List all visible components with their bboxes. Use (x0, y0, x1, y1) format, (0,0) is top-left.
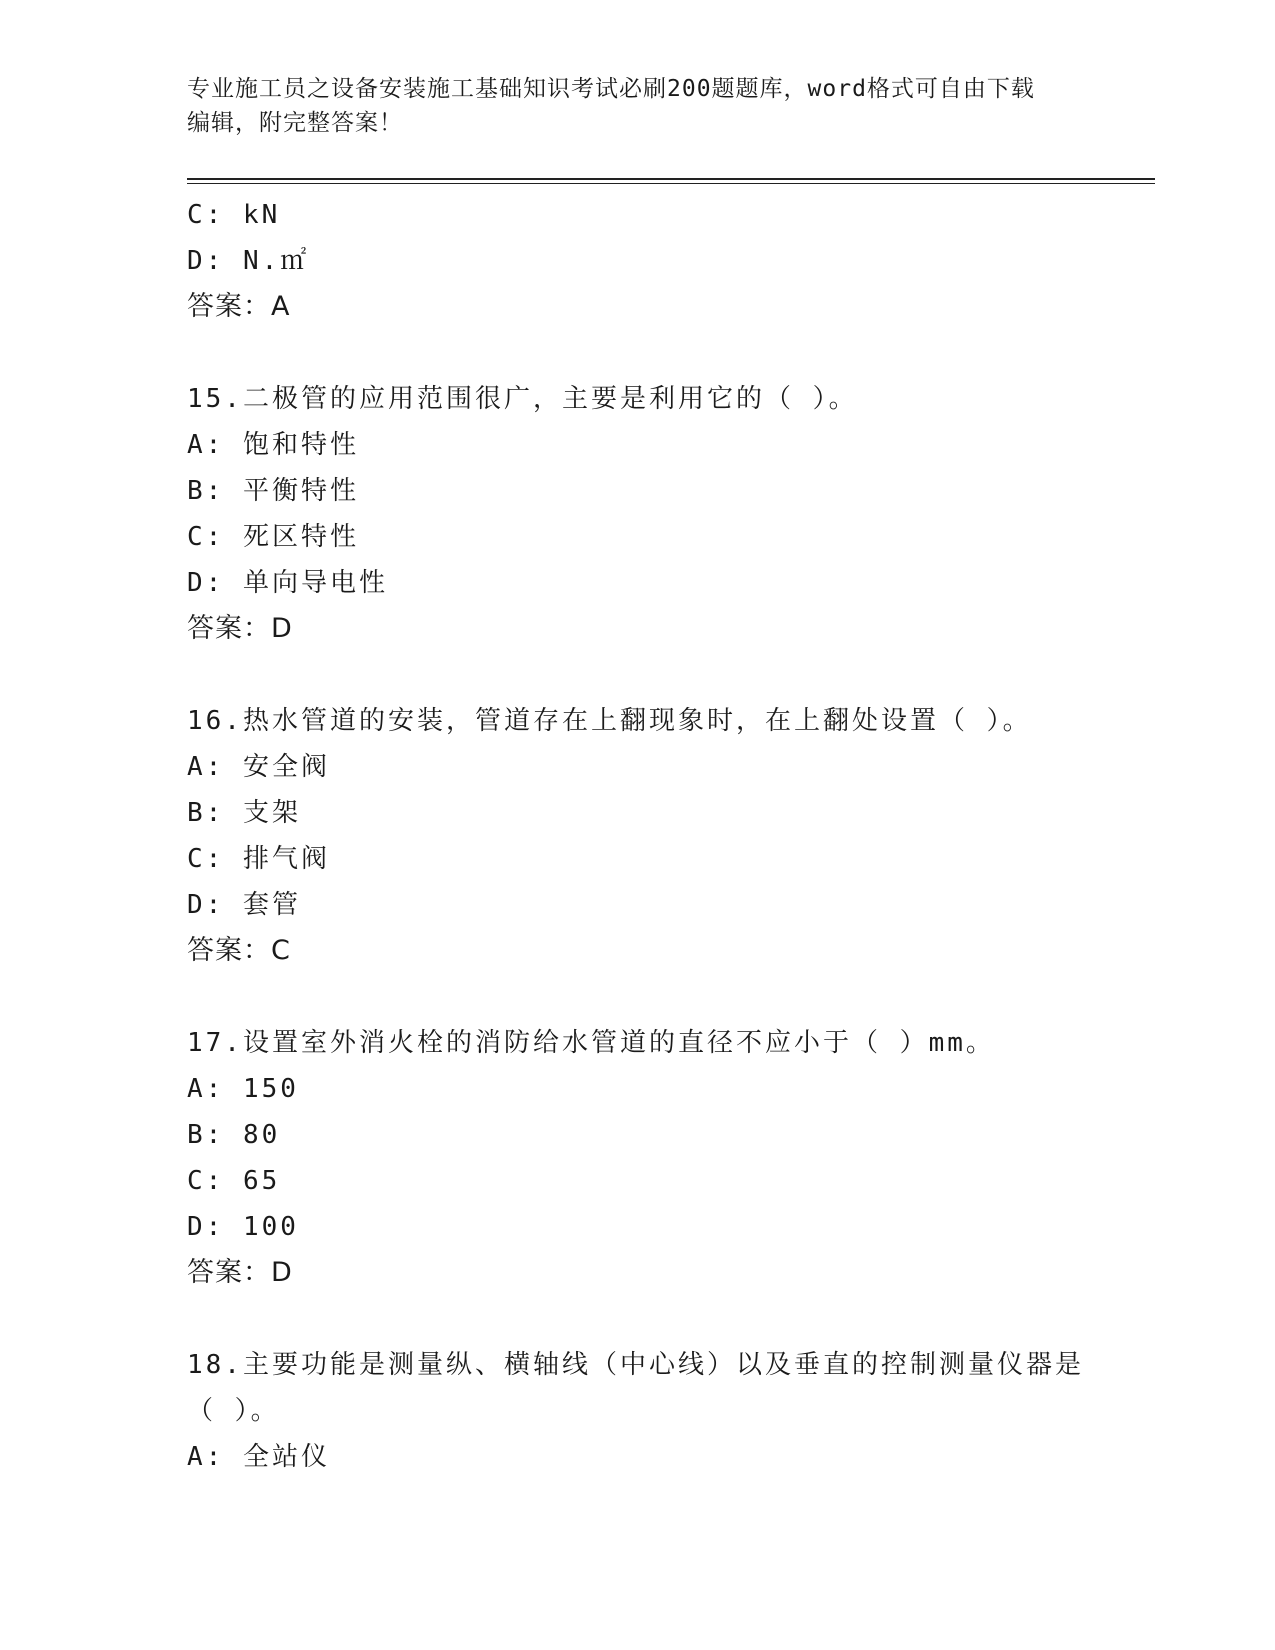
option-d: D: N.㎡ (187, 246, 310, 276)
option-a: A: 全站仪 (187, 1442, 330, 1472)
question-16 (187, 698, 1107, 974)
question-14 (187, 192, 1107, 330)
spacer (187, 330, 1107, 376)
option-d: D: 单向导电性 (187, 568, 388, 598)
option-d: D: 套管 (187, 890, 301, 920)
header-divider-thin (187, 183, 1155, 184)
question-stem: 15.二极管的应用范围很广，主要是利用它的（ ）。 (187, 384, 858, 414)
header-title-line1: 专业施工员之设备安装施工基础知识考试必刷200题题库，word格式可自由下载 (187, 76, 1035, 102)
option-b: B: 80 (187, 1120, 281, 1150)
question-stem: 17.设置室外消火栓的消防给水管道的直径不应小于（ ）mm。 (187, 1028, 995, 1058)
question-15 (187, 376, 1107, 652)
answer-line: 答案：A (187, 291, 291, 322)
spacer (187, 974, 1107, 1020)
option-a: A: 饱和特性 (187, 430, 359, 460)
option-c: C: 65 (187, 1166, 281, 1196)
question-list (187, 192, 1107, 1480)
option-a: A: 安全阀 (187, 752, 330, 782)
document-header (187, 72, 1087, 140)
spacer (187, 1296, 1107, 1342)
option-a: A: 150 (187, 1074, 299, 1104)
answer-line: 答案：C (187, 935, 291, 966)
option-b: B: 平衡特性 (187, 476, 359, 506)
option-c: C: kN (187, 200, 281, 230)
option-c: C: 排气阀 (187, 844, 330, 874)
option-d: D: 100 (187, 1212, 299, 1242)
question-stem-line2: （ ）。 (187, 1396, 280, 1426)
option-b: B: 支架 (187, 798, 301, 828)
spacer (187, 652, 1107, 698)
answer-line: 答案：D (187, 613, 293, 644)
answer-line: 答案：D (187, 1257, 293, 1288)
question-stem-line1: 18.主要功能是测量纵、横轴线（中心线）以及垂直的控制测量仪器是 (187, 1350, 1084, 1380)
header-title-line2: 编辑，附完整答案！ (187, 110, 403, 136)
option-c: C: 死区特性 (187, 522, 359, 552)
header-divider-thick (187, 178, 1155, 180)
question-17 (187, 1020, 1107, 1296)
question-stem: 16.热水管道的安装，管道存在上翻现象时，在上翻处设置（ ）。 (187, 706, 1032, 736)
question-18 (187, 1342, 1107, 1480)
